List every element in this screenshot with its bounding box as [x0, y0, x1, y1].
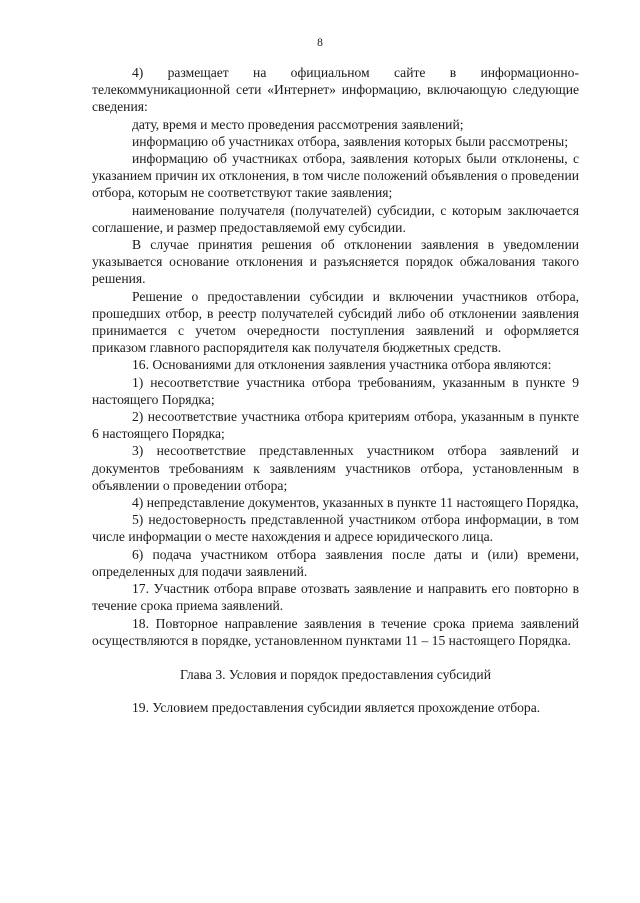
- paragraph-item-19: 19. Условием предоставления субсидии является прохождение отбора.: [132, 700, 541, 716]
- paragraph-ground-2: 2) несоответствие участника отбора критериям отбора, указанным в пункте 6 настоящего Порядка;: [92, 409, 579, 442]
- paragraph-item-4: 4) размещает на официальном сайте в информационно-телекоммуникационной сети «Интернет» информацию, включающую следующие сведения:: [92, 65, 579, 115]
- paragraph-ground-3: 3) несоответствие представленных участником отбора заявлений и документов требованиям к заявлениям участников отбора, установленным в объявлении о проведении отбора;: [92, 443, 579, 493]
- paragraph-recipient-name: наименование получателя (получателей) субсидии, с которым заключается соглашение, и размер предоставляемой ему субсидии.: [92, 202, 579, 235]
- paragraph-review-date: дату, время и место проведения рассмотрения заявлений;: [132, 116, 464, 132]
- page-number: 8: [317, 37, 323, 49]
- document-body: [92, 64, 579, 716]
- paragraph-ground-1: 1) несоответствие участника отбора требованиям, указанным в пункте 9 настоящего Порядка;: [92, 374, 579, 407]
- paragraph-ground-4: 4) непредставление документов, указанных в пункте 11 настоящего Порядка,: [132, 495, 579, 511]
- paragraph-item-17: 17. Участник отбора вправе отозвать заявление и направить его повторно в течение срока приема заявлений.: [92, 581, 579, 614]
- chapter-heading: Глава 3. Условия и порядок предоставления субсидий: [180, 666, 491, 682]
- paragraph-ground-5: 5) недостоверность представленной участником отбора информации, в том числе информации о месте нахождения и адресе юридического лица.: [92, 512, 579, 545]
- paragraph-rejected-participants: информацию об участниках отбора, заявления которых были отклонены, с указанием причин их отклонения, в том числе положений объявления о проведении отбора, которым не соответствуют такие заявления;: [92, 151, 579, 201]
- paragraph-ground-6: 6) подача участником отбора заявления после даты и (или) времени, определенных для подачи заявлений.: [92, 546, 579, 579]
- paragraph-item-16: 16. Основаниями для отклонения заявления участника отбора являются:: [132, 357, 552, 373]
- paragraph-item-18: 18. Повторное направление заявления в течение срока приема заявлений осуществляются в порядке, установленном пунктами 11 – 15 настоящего Порядка.: [92, 615, 579, 648]
- paragraph-reviewed-participants: информацию об участниках отбора, заявления которых были рассмотрены;: [132, 133, 569, 149]
- paragraph-rejection-notice: В случае принятия решения об отклонении заявления в уведомлении указывается основание отклонения и разъясняется порядок обжалования такого решения.: [92, 237, 579, 287]
- paragraph-decision: Решение о предоставлении субсидии и включении участников отбора, прошедших отбор, в реестр получателей субсидий либо об отклонении заявления принимается с учетом очередности поступления заявлений и оформляется приказом главного распорядителя как получателя бюджетных средств.: [92, 288, 579, 356]
